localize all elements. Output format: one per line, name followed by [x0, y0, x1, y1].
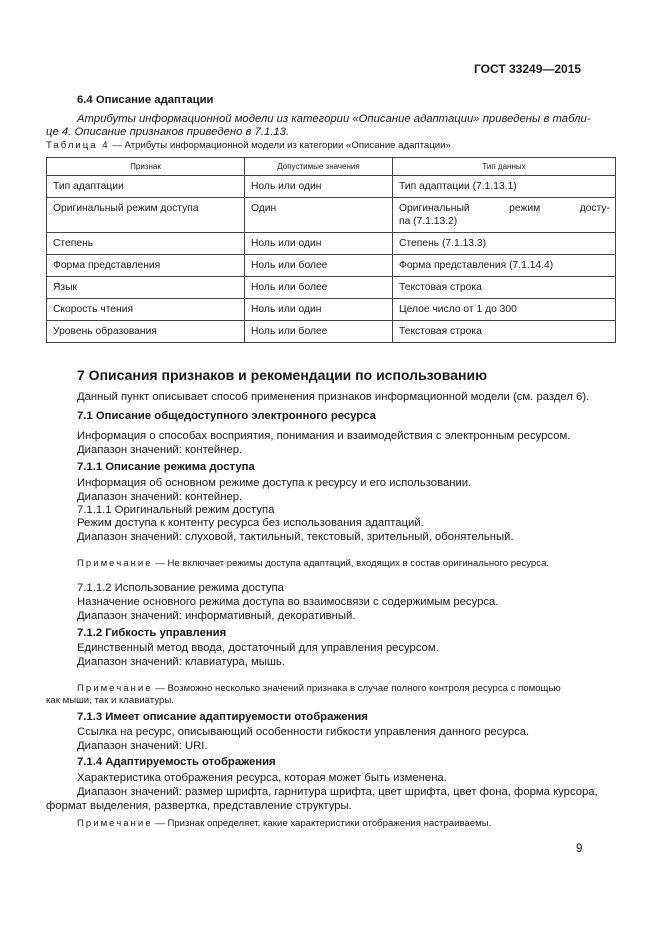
- section-7-intro: Данный пункт описывает способ применения признаков информационной модели (см. раздел 6).: [77, 391, 590, 403]
- section-6-4-intro-line2: це 4. Описание признаков приведено в 7.1.13.: [46, 126, 290, 138]
- page-number: 9: [576, 843, 583, 855]
- note: [77, 817, 491, 830]
- paragraph-line: формат выделения, развертка, представление структуры.: [46, 800, 352, 812]
- table-caption: [46, 139, 451, 152]
- column-header: Признак: [47, 158, 245, 176]
- paragraph-line: Информация об основном режиме доступа к ресурсу и его использовании.: [77, 477, 472, 489]
- section-7-heading: 7 Описания признаков и рекомендации по использованию: [77, 367, 488, 383]
- section-6-4-heading: 6.4 Описание адаптации: [77, 94, 214, 106]
- table-row: [47, 176, 616, 198]
- table-cell: Форма представления: [47, 255, 245, 277]
- section-7-1-1-heading: 7.1.1 Описание режима доступа: [77, 461, 255, 473]
- note-label: Примечание: [77, 558, 153, 569]
- table-cell: Текстовая строка: [393, 277, 616, 299]
- table-cell: Язык: [47, 277, 245, 299]
- table-row: [47, 255, 616, 277]
- note-text: — Признак определяет, какие характеристики отображения настраиваемы.: [152, 818, 492, 829]
- word: Оригинальный: [399, 203, 470, 214]
- paragraph-line: Режим доступа к контенту ресурса без использования адаптаций.: [77, 517, 424, 529]
- table-row: [47, 321, 616, 343]
- table-cell: Ноль или более: [245, 321, 393, 343]
- table-cell: Один: [245, 198, 393, 233]
- table-cell: Степень: [47, 233, 245, 255]
- table-caption-label: Таблица 4: [46, 140, 110, 151]
- table-cell: Тип адаптации: [47, 176, 245, 198]
- paragraph-line: Диапазон значений: размер шрифта, гарнитура шрифта, цвет шрифта, цвет фона, форма курсора,: [77, 786, 598, 798]
- table-row: [47, 233, 616, 255]
- table-caption-text: — Атрибуты информационной модели из категории «Описание адаптации»: [109, 140, 451, 151]
- table-cell: Ноль или более: [245, 255, 393, 277]
- table-cell: Целое число от 1 до 300: [393, 299, 616, 321]
- section-6-4-intro-line1: Атрибуты информационной модели из категории «Описание адаптации» приведены в табли-: [77, 113, 591, 125]
- paragraph-line: Назначение основного режима доступа во взаимосвязи с содержимым ресурса.: [77, 596, 499, 608]
- standard-code: ГОСТ 33249—2015: [474, 62, 582, 76]
- table-cell: Тип адаптации (7.1.13.1): [393, 176, 616, 198]
- table-cell: Текстовая строка: [393, 321, 616, 343]
- paragraph-line: Диапазон значений: URI.: [77, 740, 208, 752]
- paragraph-line: Единственный метод ввода, достаточный для управления ресурсом.: [77, 642, 439, 654]
- table-cell: [393, 198, 616, 233]
- paragraph-line: Диапазон значений: слуховой, тактильный, текстовый, зрительный, обонятельный.: [77, 531, 514, 543]
- section-7-1-4-heading: 7.1.4 Адаптируемость отображения: [77, 756, 276, 768]
- paragraph-line: Характеристика отображения ресурса, которая может быть изменена.: [77, 772, 447, 784]
- justified-line: [399, 202, 610, 215]
- word: режим: [509, 203, 541, 214]
- note-label: Примечание: [77, 683, 153, 694]
- section-7-1-heading: 7.1 Описание общедоступного электронного ресурса: [77, 410, 376, 422]
- cell-line: па (7.1.13.2): [399, 216, 458, 227]
- subsection-heading: 7.1.1.1 Оригинальный режим доступа: [77, 504, 275, 516]
- column-header: Тип данных: [393, 158, 616, 176]
- section-7-1-3-heading: 7.1.3 Имеет описание адаптируемости отображения: [77, 711, 368, 723]
- word: досту-: [579, 203, 610, 214]
- table-row: [47, 277, 616, 299]
- paragraph-line: Диапазон значений: клавиатура, мышь.: [77, 656, 285, 668]
- paragraph-line: Диапазон значений: контейнер.: [77, 444, 243, 456]
- table-row: [47, 299, 616, 321]
- table-row: [47, 198, 616, 233]
- column-header: Допустимые значения: [245, 158, 393, 176]
- note-continuation: как мыши, так и клавиатуры.: [46, 695, 174, 706]
- paragraph-line: Информация о способах восприятия, понимания и взаимодействия с электронным ресурсом.: [77, 430, 571, 442]
- table-cell: Ноль или один: [245, 233, 393, 255]
- table-cell: Форма представления (7.1.14.4): [393, 255, 616, 277]
- note-text: — Не включает режимы доступа адаптаций, входящих в состав оригинального ресурса.: [152, 558, 550, 569]
- note-text: — Возможно несколько значений признака в случае полного контроля ресурса с помощью: [152, 683, 561, 694]
- paragraph-line: Диапазон значений: контейнер.: [77, 491, 243, 503]
- table-cell: Ноль или один: [245, 176, 393, 198]
- table-cell: Ноль или один: [245, 299, 393, 321]
- paragraph-line: Диапазон значений: информативный, декоративный.: [77, 610, 356, 622]
- table-header-row: [47, 158, 616, 176]
- attributes-table: [46, 157, 616, 343]
- note-label: Примечание: [77, 818, 153, 829]
- paragraph-line: Ссылка на ресурс, описывающий особенности гибкости управления данного ресурса.: [77, 726, 530, 738]
- table-cell: Ноль или более: [245, 277, 393, 299]
- section-7-1-2-heading: 7.1.2 Гибкость управления: [77, 627, 227, 639]
- table-cell: Оригинальный режим доступа: [47, 198, 245, 233]
- table-cell: Скорость чтения: [47, 299, 245, 321]
- table-cell: Степень (7.1.13.3): [393, 233, 616, 255]
- table-cell: Уровень образования: [47, 321, 245, 343]
- subsection-heading: 7.1.1.2 Использование режима доступа: [77, 582, 284, 594]
- note: [77, 557, 549, 570]
